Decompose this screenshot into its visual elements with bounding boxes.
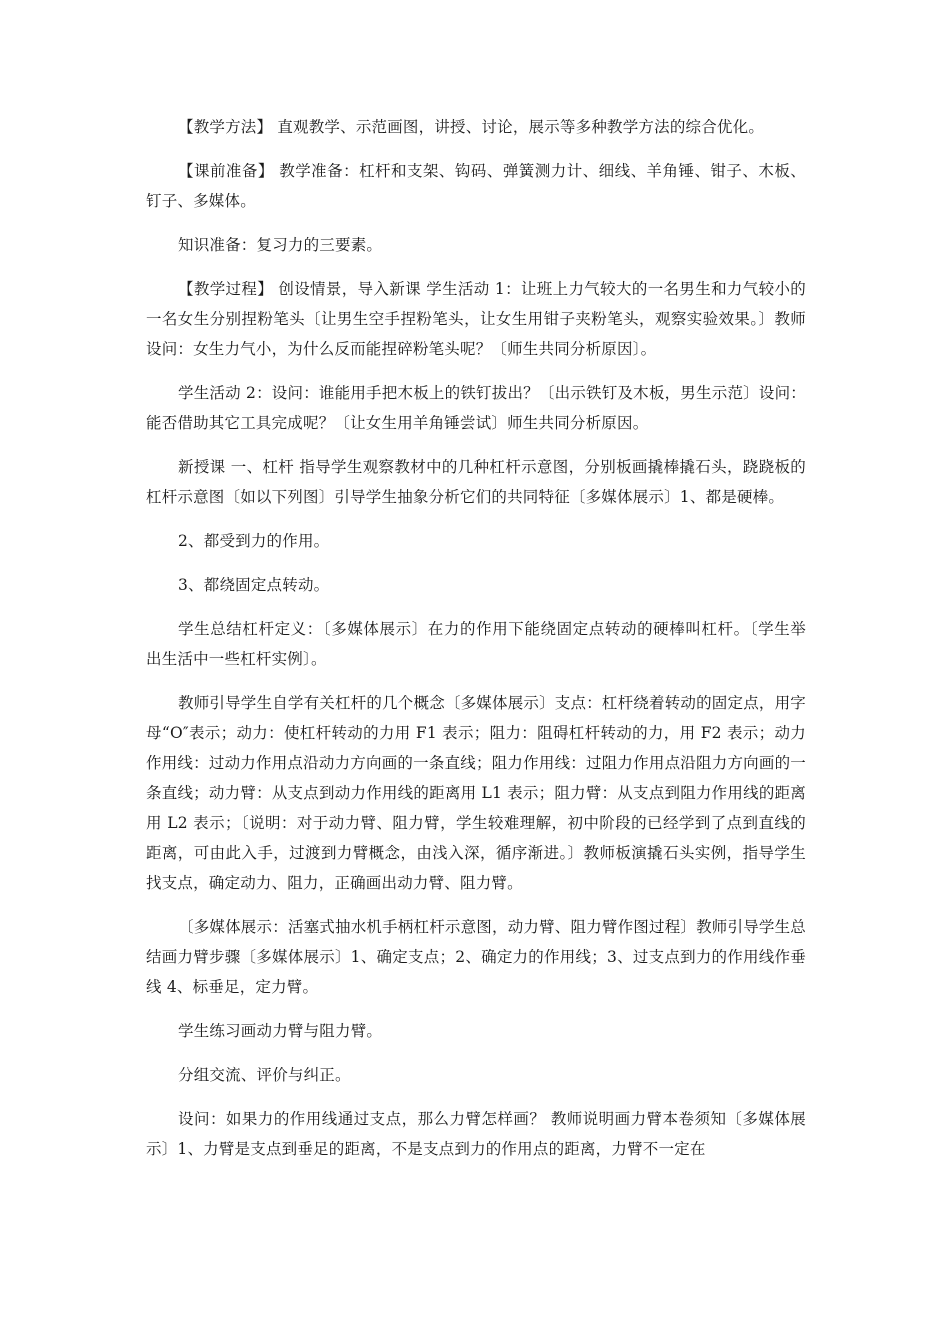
paragraph-student-practice: 学生练习画动力臂与阻力臂。 xyxy=(178,1022,383,1040)
paragraph-knowledge-preparation: 知识准备：复习力的三要素。 xyxy=(178,236,383,254)
paragraph-question-force-line: 设问：如果力的作用线通过支点，那么力臂怎样画？ 教师说明画力臂本卷须知〔多媒体展示〕1、力臂是支点到垂足的距离，不是支点到力的作用点的距离，力臂不一定在 xyxy=(146,1110,806,1158)
paragraph-student-activity-2: 学生活动 2：设问：谁能用手把木板上的铁钉拔出？〔出示铁钉及木板，男生示范〕设问：能否借助其它工具完成呢？〔让女生用羊角锤尝试〕师生共同分析原因。 xyxy=(146,384,806,432)
paragraph-teaching-methods: 【教学方法】 直观教学、示范画图，讲授、讨论，展示等多种教学方法的综合优化。 xyxy=(178,118,765,136)
paragraph-drawing-steps: 〔多媒体展示：活塞式抽水机手柄杠杆示意图，动力臂、阻力臂作图过程〕教师引导学生总结画力臂步骤〔多媒体展示〕1、确定支点；2、确定力的作用线；3、过支点到力的作用线作垂线 4、标垂足，定力臂。 xyxy=(146,918,807,996)
paragraph-lever-definition: 学生总结杠杆定义：〔多媒体展示〕在力的作用下能绕固定点转动的硬棒叫杠杆。〔学生举出生活中一些杠杆实例〕。 xyxy=(146,620,806,668)
document-page xyxy=(146,112,806,1178)
paragraph-feature-3: 3、都绕固定点转动。 xyxy=(178,576,330,594)
paragraph-new-lesson-lever: 新授课 一、杠杆 指导学生观察教材中的几种杠杆示意图，分别板画撬棒撬石头，跷跷板的杠杆示意图〔如以下列图〕引导学生抽象分析它们的共同特征〔多媒体展示〕1、都是硬棒。 xyxy=(146,458,806,506)
paragraph-group-exchange: 分组交流、评价与纠正。 xyxy=(178,1066,351,1084)
paragraph-feature-2: 2、都受到力的作用。 xyxy=(178,532,330,550)
paragraph-lesson-preparation: 【课前准备】 教学准备：杠杆和支架、钩码、弹簧测力计、细线、羊角锤、钳子、木板、钉子、多媒体。 xyxy=(146,162,806,210)
paragraph-teaching-process: 【教学过程】 创设情景，导入新课 学生活动 1：让班上力气较大的一名男生和力气较小的一名女生分别捏粉笔头〔让男生空手捏粉笔头，让女生用钳子夹粉笔头，观察实验效果。〕教师设问：女生力气小，为什么反而能捏碎粉笔头呢？〔师生共同分析原因〕。 xyxy=(146,280,806,358)
paragraph-lever-concepts: 教师引导学生自学有关杠杆的几个概念〔多媒体展示〕支点：杠杆绕着转动的固定点，用字母“O″表示；动力：使杠杆转动的力用 F1 表示；阻力：阻碍杠杆转动的力，用 F2 表示；动力作用线：过动力作用点沿动力方向画的一条直线；阻力作用线：过阻力作用点沿阻力方向画的一条直线；动力臂：从支点到动力作用线的距离用 L1 表示；阻力臂：从支点到阻力作用线的距离用 L2 表示；〔说明：对于动力臂、阻力臂，学生较难理解，初中阶段的已经学到了点到直线的距离，可由此入手，过渡到力臂概念，由浅入深，循序渐进。〕教师板演撬石头实例，指导学生找支点，确定动力、阻力，正确画出动力臂、阻力臂。 xyxy=(146,694,807,892)
